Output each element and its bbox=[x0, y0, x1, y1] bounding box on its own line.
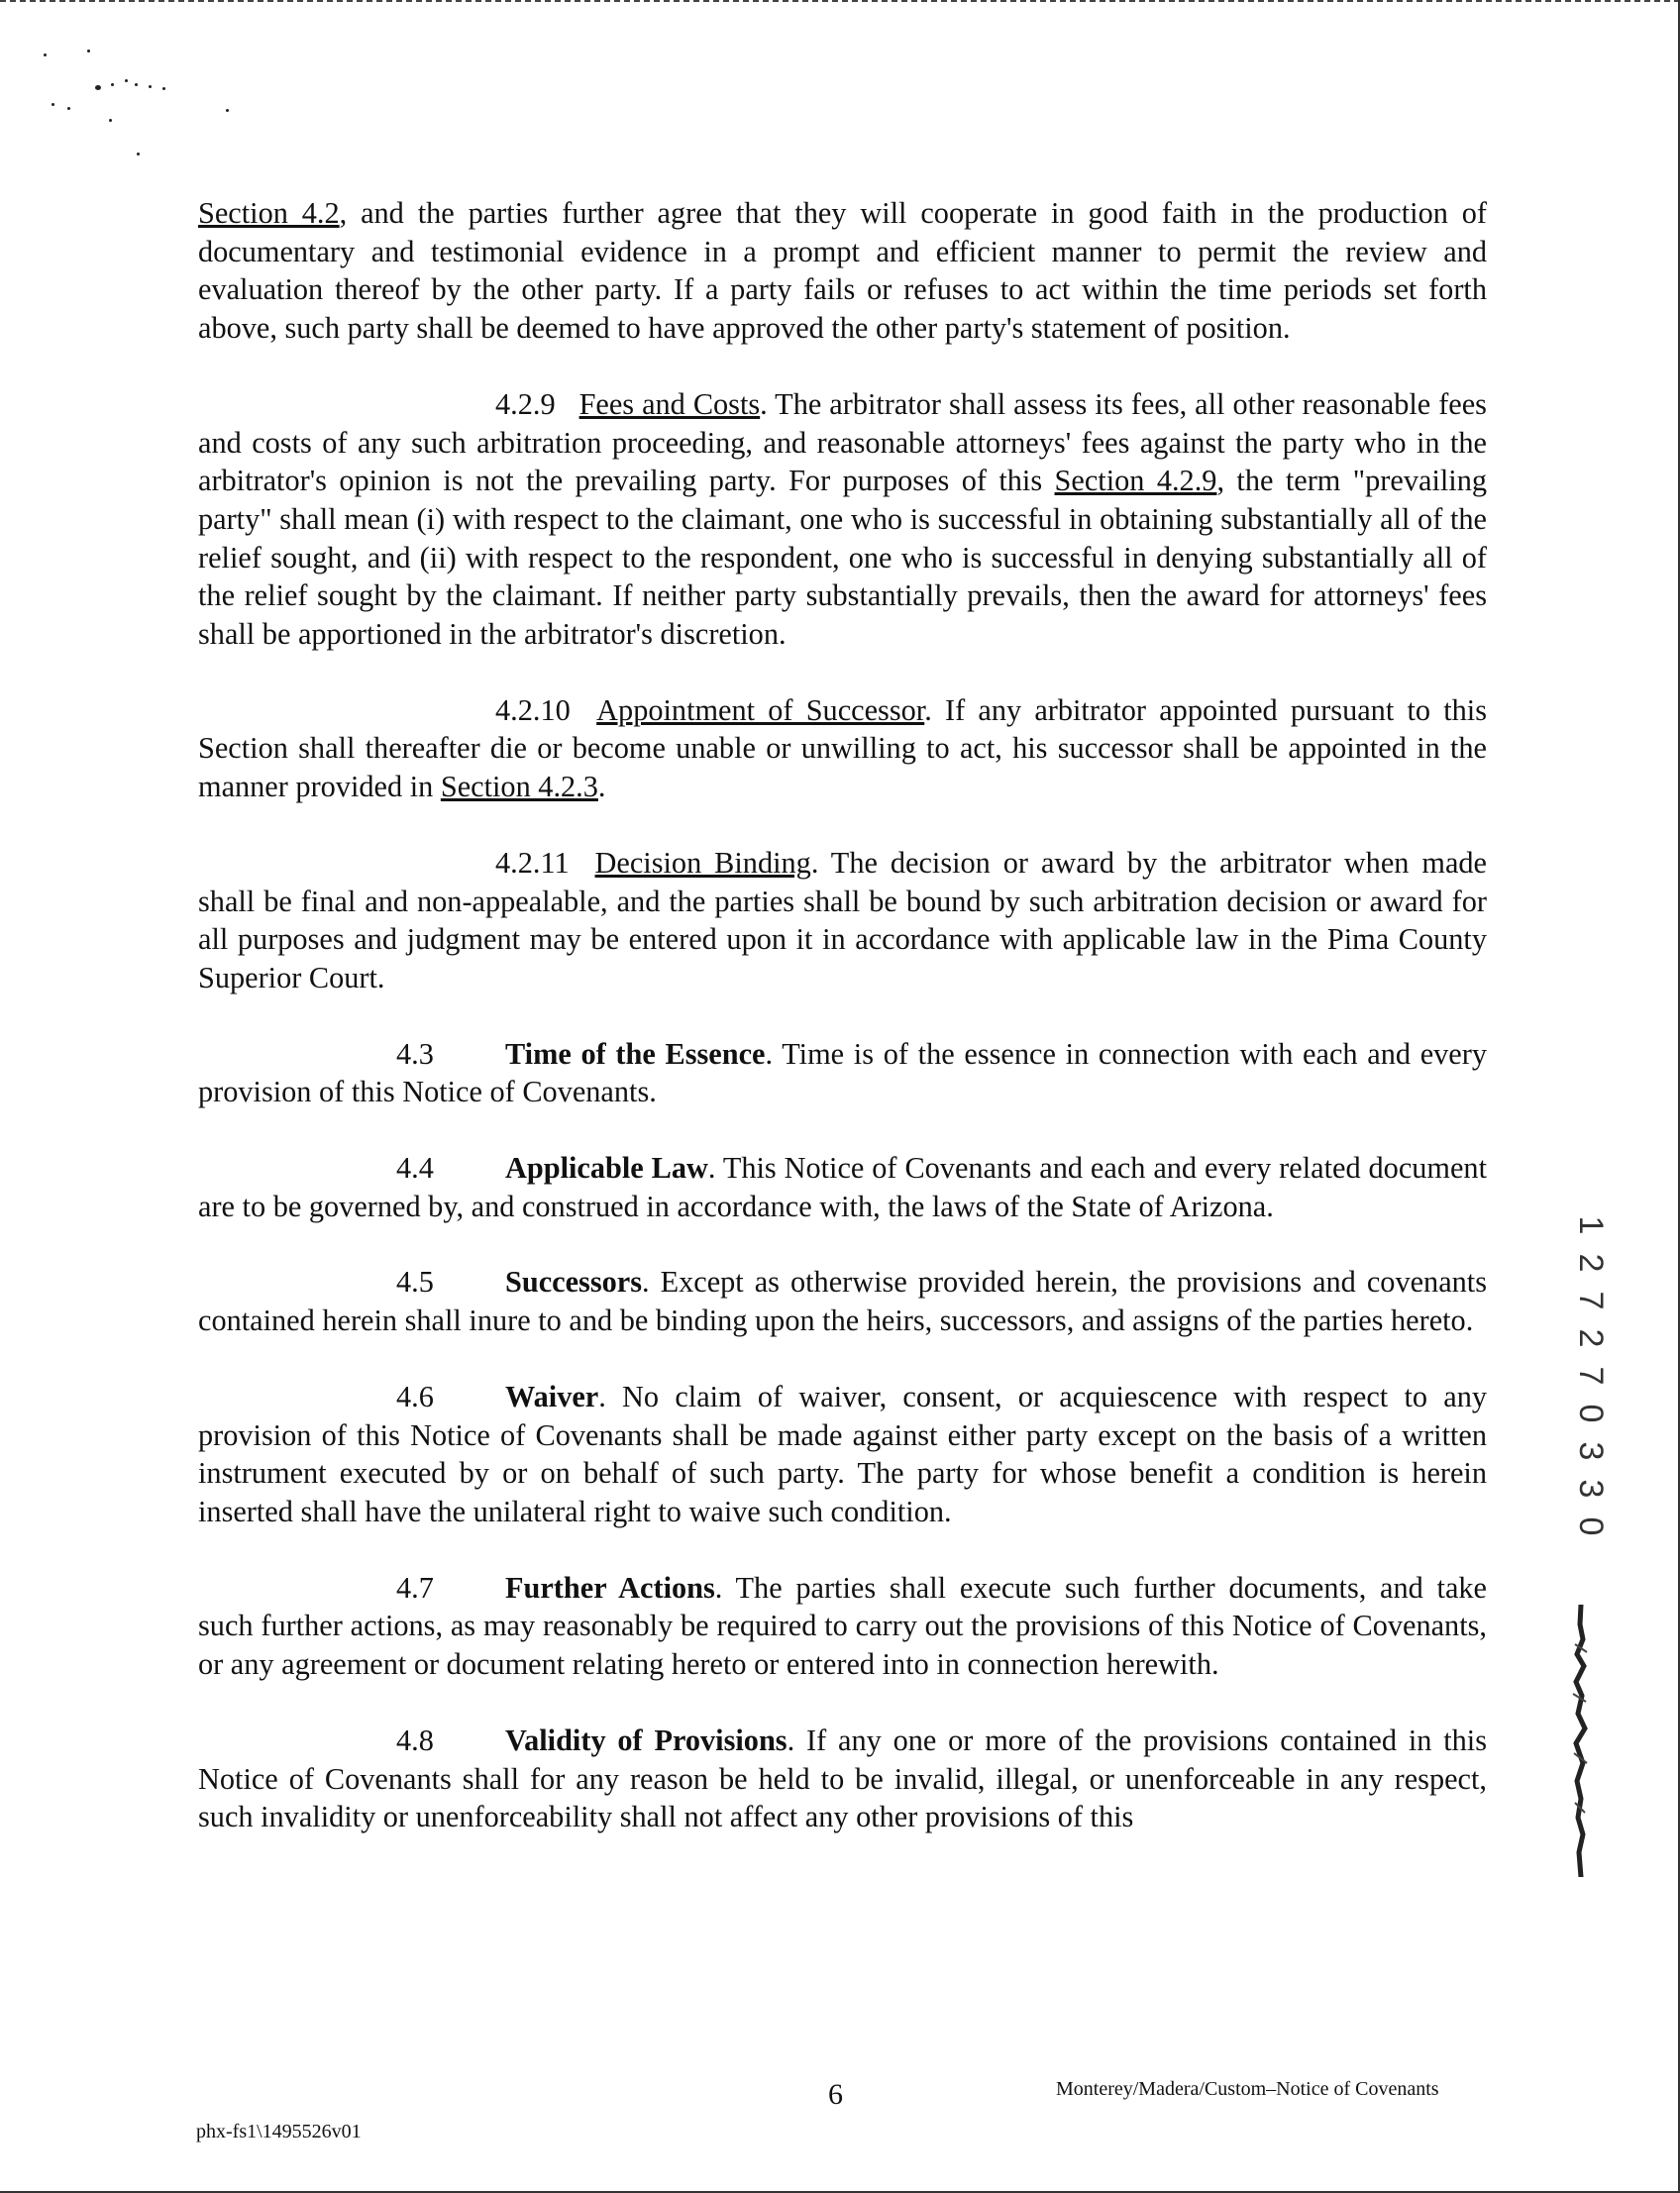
section-heading: Applicable Law bbox=[505, 1151, 708, 1186]
section-ref: Section 4.2.3 bbox=[440, 770, 598, 804]
document-title-footer: Monterey/Madera/Custom–Notice of Covenants bbox=[1056, 2078, 1439, 2100]
section-heading: Decision Binding bbox=[594, 845, 811, 880]
section-number: 4.2.11 bbox=[495, 845, 570, 880]
paragraph-4-8: 4.8 Validity of Provisions. If any one or more of the provisions contained in this Notice of Covenants shall for any reason be held to be invalid, illegal, or unenforceable in any respect, such invalidity or unenforceability shall not affect any other provisions of this bbox=[198, 1723, 1487, 1834]
document-id: phx-fs1\1495526v01 bbox=[196, 2121, 362, 2142]
page-top-edge bbox=[0, 0, 1680, 4]
handwritten-mark bbox=[1567, 1605, 1593, 1877]
section-number: 4.3 bbox=[396, 1036, 434, 1071]
section-heading: Further Actions bbox=[505, 1570, 715, 1605]
scan-specks bbox=[40, 50, 238, 158]
paragraph-4-5: 4.5 Successors. Except as otherwise provided herein, the provisions and covenants contained herein shall inure to and be binding upon the heirs, successors, and assigns of the parties hereto. bbox=[198, 1265, 1487, 1338]
section-heading: Waiver bbox=[505, 1379, 599, 1413]
section-number: 4.4 bbox=[396, 1151, 434, 1186]
section-number: 4.2.9 bbox=[495, 386, 556, 421]
paragraph-4-2-9: 4.2.9 Fees and Costs. The arbitrator shall assess its fees, all other reasonable fees and costs of any such arbitration proceeding, and reasonable attorneys' fees against the party who in the arbitrator's opinion is not the prevailing party. For purposes of this Section 4.2.9, the term "prevailing party" shall mean (i) with respect to the claimant, one who is successful in obtaining substantially all of the relief sought, and (ii) with respect to the respondent, one who is successful in denying substantially all of the relief sought by the claimant. If neither party substantially prevails, then the award for attorneys' fees shall be apportioned in the arbitrator's discretion. bbox=[198, 386, 1487, 652]
section-heading: Fees and Costs bbox=[578, 386, 761, 421]
section-heading: Time of the Essence bbox=[505, 1036, 766, 1071]
page-number: 6 bbox=[828, 2078, 843, 2111]
paragraph-4-3: 4.3 Time of the Essence. Time is of the essence in connection with each and every provision of this Notice of Covenants. bbox=[198, 1036, 1487, 1109]
section-number: 4.7 bbox=[396, 1570, 434, 1605]
section-number: 4.2.10 bbox=[495, 692, 571, 727]
paragraph-4-6: 4.6 Waiver. No claim of waiver, consent, or acquiescence with respect to any provision of this Notice of Covenants shall be made against either party except on the basis of a written instrument executed by or on behalf of such party. The party for whose benefit a condition is herein inserted shall have the unilateral right to waive such condition. bbox=[198, 1379, 1487, 1528]
document-body bbox=[198, 194, 1487, 1836]
paragraph-4-4: 4.4 Applicable Law. This Notice of Covenants and each and every related document are to be governed by, and construed in accordance with, the laws of the State of Arizona. bbox=[198, 1151, 1487, 1223]
section-ref: Section 4.2 bbox=[198, 196, 340, 230]
section-ref: Section 4.2.9 bbox=[1054, 464, 1217, 498]
section-heading: Validity of Provisions bbox=[505, 1723, 788, 1757]
paragraph-4-2-10: 4.2.10 Appointment of Successor. If any arbitrator appointed pursuant to this Section shall thereafter die or become unable or unwilling to act, his successor shall be appointed in the manner provided in Section 4.2.3. bbox=[198, 692, 1487, 804]
section-heading: Appointment of Successor bbox=[596, 692, 925, 727]
recording-stamp: 1 2 7 2 7 0 3 3 0 bbox=[1572, 1215, 1610, 1536]
paragraph-4-2-11: 4.2.11 Decision Binding. The decision or award by the arbitrator when made shall be final and non-appealable, and the parties shall be bound by such arbitration decision or award for all purposes and judgment may be entered upon it in accordance with applicable law in the Pima County Superior Court. bbox=[198, 845, 1487, 994]
section-heading: Successors bbox=[505, 1265, 643, 1300]
paragraph-4-7: 4.7 Further Actions. The parties shall execute such further documents, and take such further actions, as may reasonably be required to carry out the provisions of this Notice of Covenants, or any agreement or document relating hereto or entered into in connection herewith. bbox=[198, 1570, 1487, 1682]
section-number: 4.5 bbox=[396, 1265, 434, 1300]
paragraph-continuation: Section 4.2, and the parties further agree that they will cooperate in good faith in the production of documentary and testimonial evidence in a prompt and efficient manner to permit the review and evaluation thereof by the other party. If a party fails or refuses to act within the time periods set forth above, such party shall be deemed to have approved the other party's statement of position. bbox=[198, 196, 1487, 346]
section-number: 4.8 bbox=[396, 1723, 434, 1757]
section-number: 4.6 bbox=[396, 1379, 434, 1413]
